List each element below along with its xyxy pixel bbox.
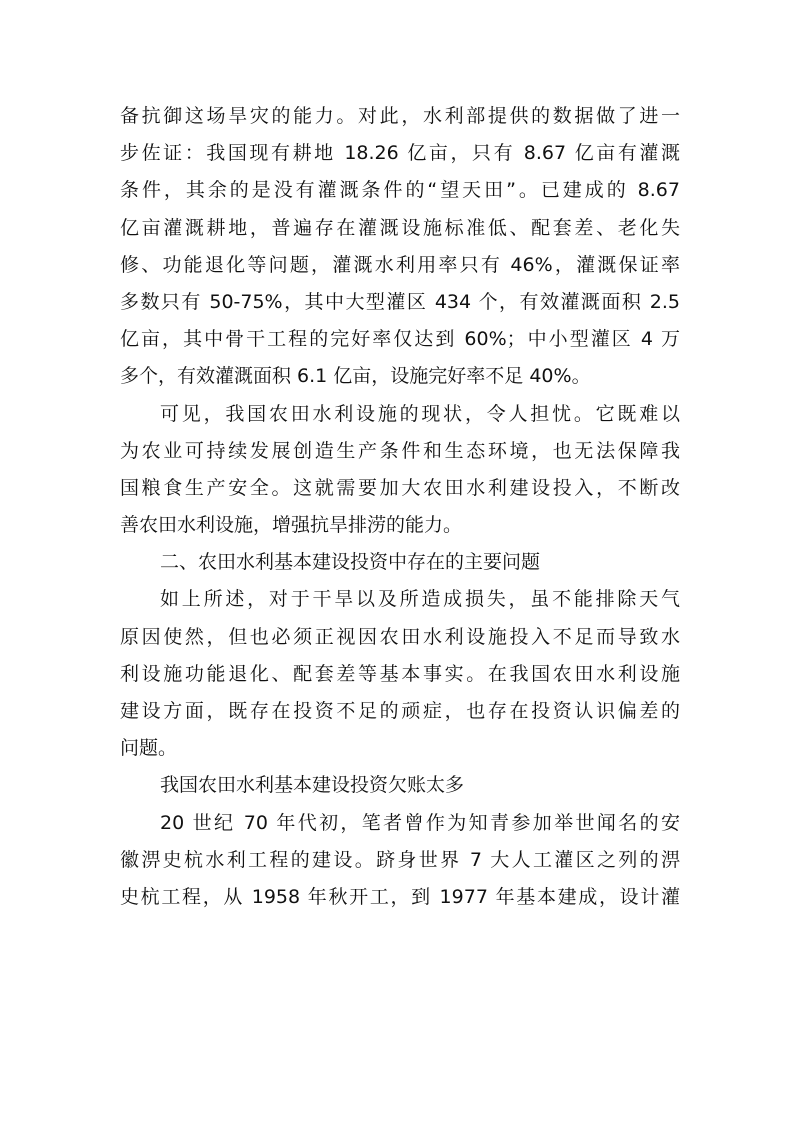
text-line: 国粮食生产安全。这就需要加大农田水利建设投入，不断改	[120, 476, 680, 499]
paragraph-start-line: 如上所述，对于干旱以及所造成损失，虽不能排除天气	[160, 588, 680, 611]
text-line: 问题。	[120, 737, 178, 760]
text-line: 备抗御这场旱灾的能力。对此，水利部提供的数据做了进一	[120, 105, 680, 127]
text-line: 亿亩，其中骨干工程的完好率仅达到 60%；中小型灌区 4 万	[120, 328, 680, 351]
text-line: 利设施功能退化、配套差等基本事实。在我国农田水利设施	[120, 662, 680, 685]
paragraph-start-line: 20 世纪 70 年代初，笔者曾作为知青参加举世闻名的安	[160, 811, 680, 834]
section-heading: 二、农田水利基本建设投资中存在的主要问题	[160, 551, 541, 574]
body-text	[120, 98, 680, 916]
text-line: 原因使然，但也必须正视因农田水利设施投入不足而导致水	[120, 625, 680, 648]
text-line: 步佐证：我国现有耕地 18.26 亿亩，只有 8.67 亿亩有灌溉	[120, 142, 680, 165]
text-line: 多数只有 50-75%，其中大型灌区 434 个，有效灌溉面积 2.5	[120, 290, 680, 313]
text-line: 为农业可持续发展创造生产条件和生态环境，也无法保障我	[120, 439, 680, 462]
text-line: 多个，有效灌溉面积 6.1 亿亩，设施完好率不足 40%。	[120, 365, 591, 388]
text-line: 史杭工程，从 1958 年秋开工，到 1977 年基本建成，设计灌	[120, 885, 680, 908]
text-line: 建设方面，既存在投资不足的顽症，也存在投资认识偏差的	[120, 700, 680, 722]
text-line: 亿亩灌溉耕地，普遍存在灌溉设施标准低、配套差、老化失	[120, 216, 680, 239]
text-line: 徽淠史杭水利工程的建设。跻身世界 7 大人工灌区之列的淠	[120, 848, 680, 871]
text-line: 修、功能退化等问题，灌溉水利用率只有 46%，灌溉保证率	[120, 253, 680, 276]
text-line: 条件，其余的是没有灌溉条件的“望天田”。已建成的 8.67	[120, 179, 680, 202]
text-line: 善农田水利设施，增强抗旱排涝的能力。	[120, 514, 463, 537]
paragraph-start-line: 可见，我国农田水利设施的现状，令人担忧。它既难以	[160, 402, 680, 425]
subsection-heading: 我国农田水利基本建设投资欠账太多	[160, 774, 465, 797]
